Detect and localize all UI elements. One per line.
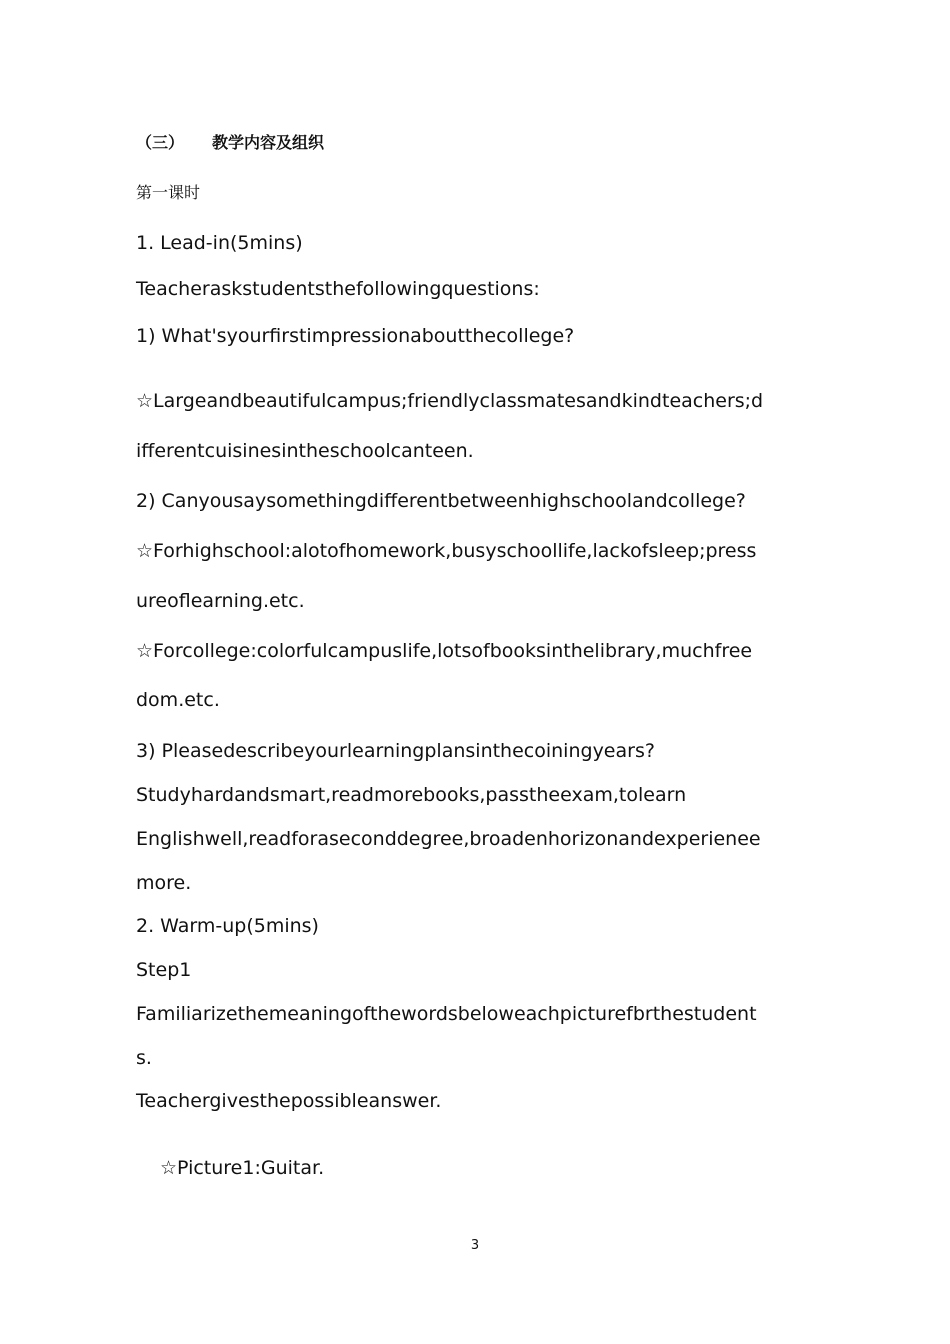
text-line: dom.etc. bbox=[136, 689, 220, 711]
text-line: 1. Lead-in(5mins) bbox=[136, 232, 303, 254]
page-number: 3 bbox=[470, 1238, 480, 1253]
text-line: ☆Picture1:Guitar. bbox=[160, 1157, 325, 1179]
section-number: （三） bbox=[136, 133, 185, 152]
text-line: Familiarizethemeaningofthewordsbeloweachpicturefbrthestudent bbox=[136, 1003, 757, 1025]
text-line: ☆Forhighschool:alotofhomework,busyschoollife,lackofsleep;press bbox=[136, 540, 757, 562]
text-line: 2. Warm-up(5mins) bbox=[136, 915, 319, 937]
text-line: Teachergivesthepossibleanswer. bbox=[136, 1090, 442, 1112]
text-line: 2) Canyousaysomethingdifferentbetweenhighschoolandcollege? bbox=[136, 490, 746, 512]
text-line: Step1 bbox=[136, 959, 192, 981]
text-line: 3) Pleasedescribeyourlearningplansinthecoiningyears? bbox=[136, 740, 655, 762]
text-line: ☆Largeandbeautifulcampus;friendlyclassmatesandkindteachers;d bbox=[136, 390, 764, 412]
text-line: Teacheraskstudentsthefollowingquestions: bbox=[136, 278, 540, 300]
text-line: ☆Forcollege:colorfulcampuslife,lotsofbooksinthelibrary,muchfree bbox=[136, 640, 753, 662]
text-line: Englishwell,readforaseconddegree,broadenhorizonandexperienee bbox=[136, 828, 761, 850]
text-line: ifferentcuisinesintheschoolcanteen. bbox=[136, 440, 474, 462]
lesson-title: 第一课时 bbox=[136, 183, 201, 202]
text-line: ureoflearning.etc. bbox=[136, 590, 305, 612]
section-title: 教学内容及组织 bbox=[212, 133, 325, 152]
text-line: more. bbox=[136, 872, 192, 894]
text-line: s. bbox=[136, 1047, 152, 1069]
text-line: Studyhardandsmart,readmorebooks,passtheexam,tolearn bbox=[136, 784, 687, 806]
text-line: 1) What'syourfirstimpressionaboutthecollege? bbox=[136, 325, 575, 347]
section-heading bbox=[136, 132, 324, 154]
